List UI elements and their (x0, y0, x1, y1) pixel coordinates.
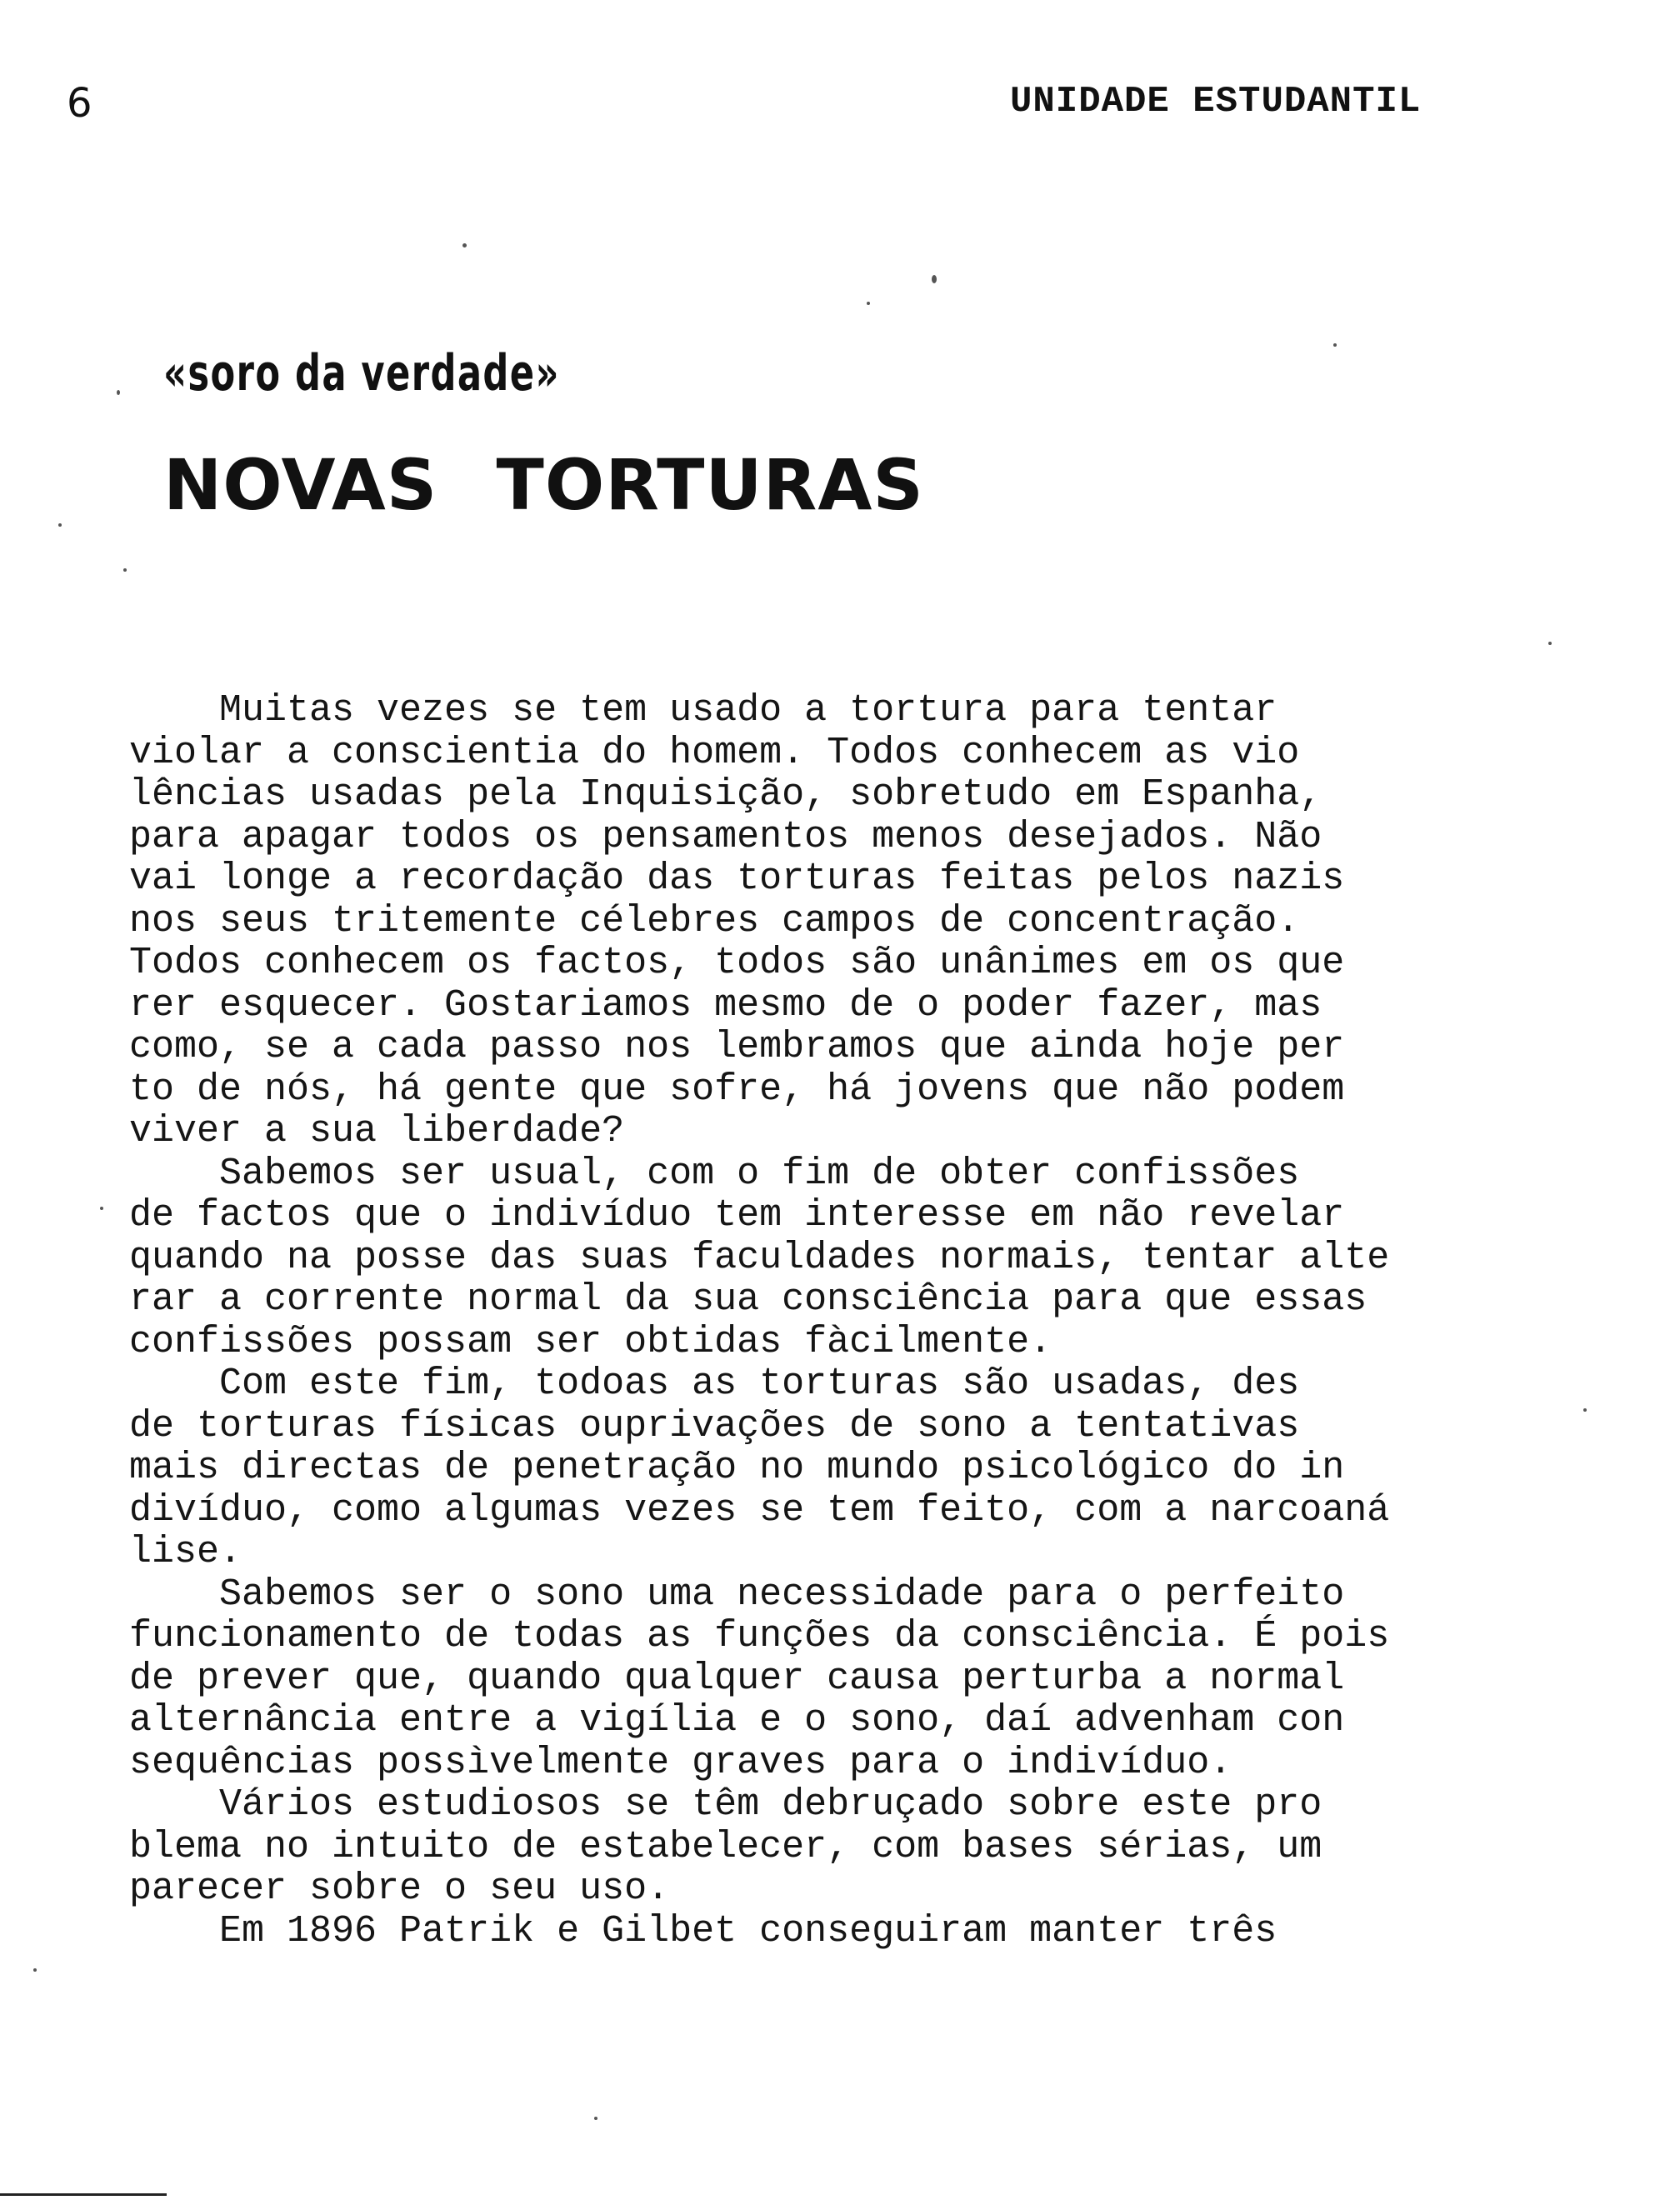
body-line: mais directas de penetração no mundo psicológico do in (129, 1447, 1345, 1489)
article-body (129, 690, 1612, 1952)
body-line: sequências possìvelmente graves para o indivíduo. (129, 1741, 1232, 1784)
article-kicker: «soro da verdade» (163, 344, 560, 402)
body-line: lise. (129, 1531, 242, 1573)
body-line: alternância entre a vigília e o sono, daí advenham con (129, 1699, 1345, 1742)
body-line: Em 1896 Patrik e Gilbet conseguiram manter três (129, 1909, 1278, 1952)
scan-speck (1548, 642, 1552, 645)
scan-speck (33, 1968, 37, 1972)
body-line: parecer sobre o seu uso. (129, 1868, 670, 1910)
body-line: rar a corrente normal da sua consciência para que essas (129, 1278, 1368, 1321)
scan-speck (117, 390, 120, 395)
article-title: NOVAS TORTURAS (163, 444, 924, 526)
body-line: divíduo, como algumas vezes se tem feito, com a narcoaná (129, 1488, 1390, 1532)
scan-speck (123, 568, 127, 572)
body-line: viver a sua liberdade? (129, 1110, 625, 1152)
body-line: blema no intuito de estabelecer, com bases sérias, um (129, 1825, 1322, 1868)
page-number: 6 (67, 80, 92, 127)
body-line: rer esquecer. Gostariamos mesmo de o poder fazer, mas (129, 983, 1322, 1027)
body-line: como, se a cada passo nos lembramos que ainda hoje per (129, 1026, 1345, 1068)
scan-speck (867, 302, 870, 305)
body-line: Vários estudiosos se têm debruçado sobre este pro (129, 1783, 1322, 1826)
body-line: confissões possam ser obtidas fàcilmente. (129, 1320, 1052, 1363)
body-line: Com este fim, todoas as torturas são usadas, des (129, 1362, 1300, 1405)
body-line: nos seus tritemente célebres campos de concentração. (129, 899, 1300, 942)
scan-speck (932, 275, 937, 283)
scan-speck (462, 243, 467, 248)
body-line: de prever que, quando qualquer causa perturba a normal (129, 1657, 1345, 1700)
body-line: to de nós, há gente que sofre, há jovens que não podem (129, 1068, 1345, 1111)
scan-speck (100, 1207, 103, 1210)
scan-speck (594, 2117, 598, 2120)
body-line: Muitas vezes se tem usado a tortura para tentar (129, 689, 1278, 732)
body-line: vai longe a recordação das torturas feitas pelos nazis (129, 858, 1345, 900)
body-line: Sabemos ser usual, com o fim de obter confissões (129, 1152, 1300, 1195)
body-line: de torturas físicas ouprivações de sono a tentativas (129, 1404, 1300, 1448)
scan-speck (1333, 343, 1337, 347)
body-line: lências usadas pela Inquisição, sobretudo em Espanha, (129, 773, 1322, 816)
body-line: para apagar todos os pensamentos menos desejados. Não (129, 815, 1322, 858)
body-line: funcionamento de todas as funções da consciência. É pois (129, 1615, 1390, 1658)
bottom-rule (0, 2193, 167, 2196)
publication-header: UNIDADE ESTUDANTIL (1010, 81, 1422, 122)
body-line: quando na posse das suas faculdades normais, tentar alte (129, 1236, 1390, 1279)
scan-speck (1583, 1408, 1587, 1412)
body-line: Todos conhecem os factos, todos são unânimes em os que (129, 942, 1345, 984)
body-line: violar a conscientia do homem. Todos conhecem as vio (129, 731, 1300, 774)
body-line: de factos que o indivíduo tem interesse em não revelar (129, 1194, 1345, 1237)
body-line: Sabemos ser o sono uma necessidade para o perfeito (129, 1572, 1345, 1616)
scan-speck (58, 523, 62, 527)
